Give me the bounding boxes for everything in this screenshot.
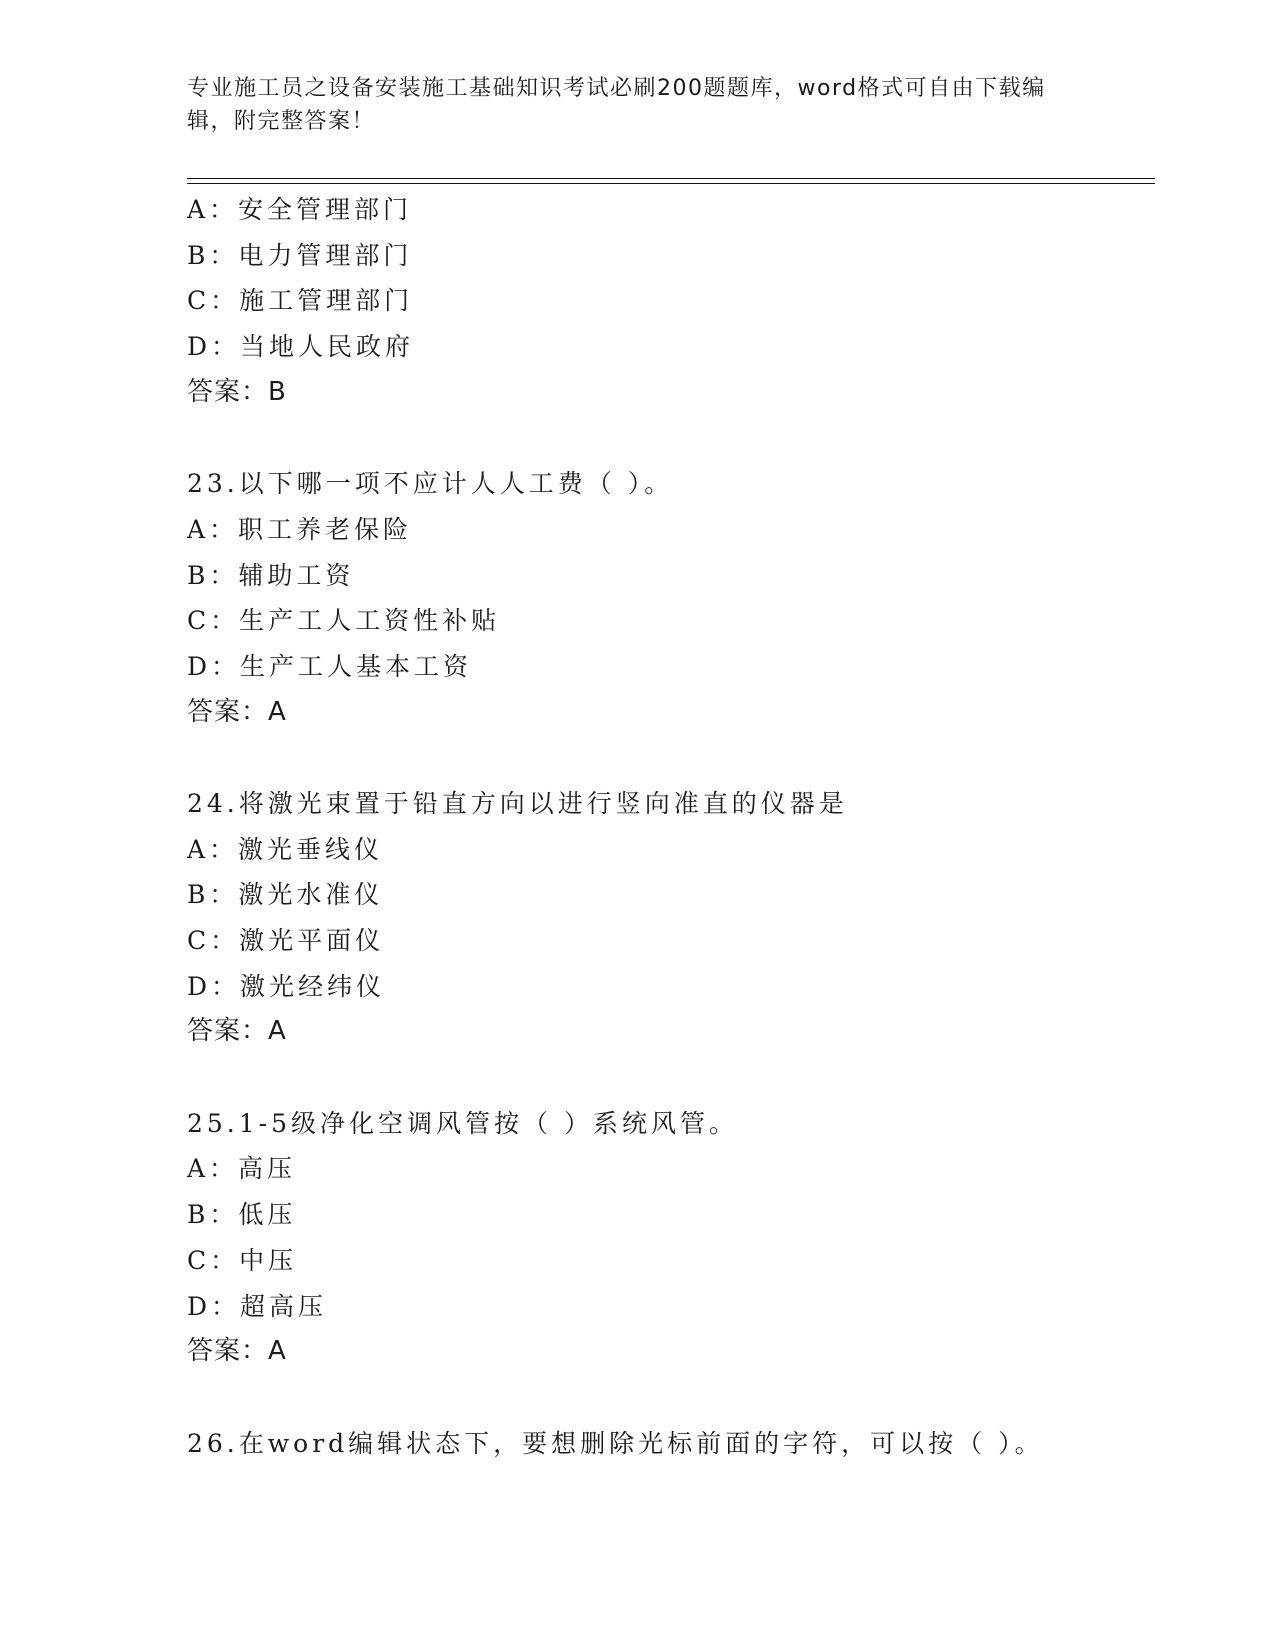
option-a: A：职工养老保险: [187, 514, 413, 544]
option-a: A：激光垂线仪: [187, 834, 384, 864]
option-b: B：辅助工资: [187, 560, 355, 590]
spacer: [187, 415, 1147, 461]
option-c: C：生产工人工资性补贴: [187, 606, 501, 636]
answer-line: 答案：A: [187, 1336, 287, 1367]
option-a: A：高压: [187, 1154, 297, 1184]
option-d: D：生产工人基本工资: [187, 651, 473, 681]
document-header: 专业施工员之设备安装施工基础知识考试必刷200题题库，word格式可自由下载编辑，附完整答案！: [187, 76, 1046, 134]
answer-line: 答案：B: [187, 376, 287, 407]
question-23: 23.以下哪一项不应计人人工费（ ）。: [187, 469, 674, 499]
answer-line: 答案：A: [187, 1016, 287, 1047]
option-d: D：当地人民政府: [187, 332, 415, 362]
option-b: B：低压: [187, 1200, 297, 1230]
option-b: B：电力管理部门: [187, 240, 413, 270]
option-c: C：激光平面仪: [187, 926, 385, 955]
option-b: B：激光水准仪: [187, 880, 384, 910]
spacer: [187, 1375, 1147, 1421]
question-25: 25.1-5级净化空调风管按（ ）系统风管。: [187, 1108, 738, 1138]
spacer: [187, 735, 1147, 781]
question-26: 26.在word编辑状态下，要想删除光标前面的字符，可以按（ ）。: [187, 1428, 1044, 1458]
option-c: C：施工管理部门: [187, 286, 414, 316]
question-list: [187, 187, 1147, 1466]
option-c: C：中压: [187, 1245, 298, 1275]
answer-line: 答案：A: [187, 696, 287, 727]
header-divider-bottom: [187, 183, 1155, 184]
option-d: D：超高压: [187, 1291, 328, 1321]
option-d: D：激光经纬仪: [187, 971, 386, 1001]
header-divider-top: [187, 178, 1155, 179]
option-a: A：安全管理部门: [187, 195, 413, 224]
question-24: 24.将激光束置于铅直方向以进行竖向准直的仪器是: [187, 788, 848, 818]
spacer: [187, 1055, 1147, 1101]
